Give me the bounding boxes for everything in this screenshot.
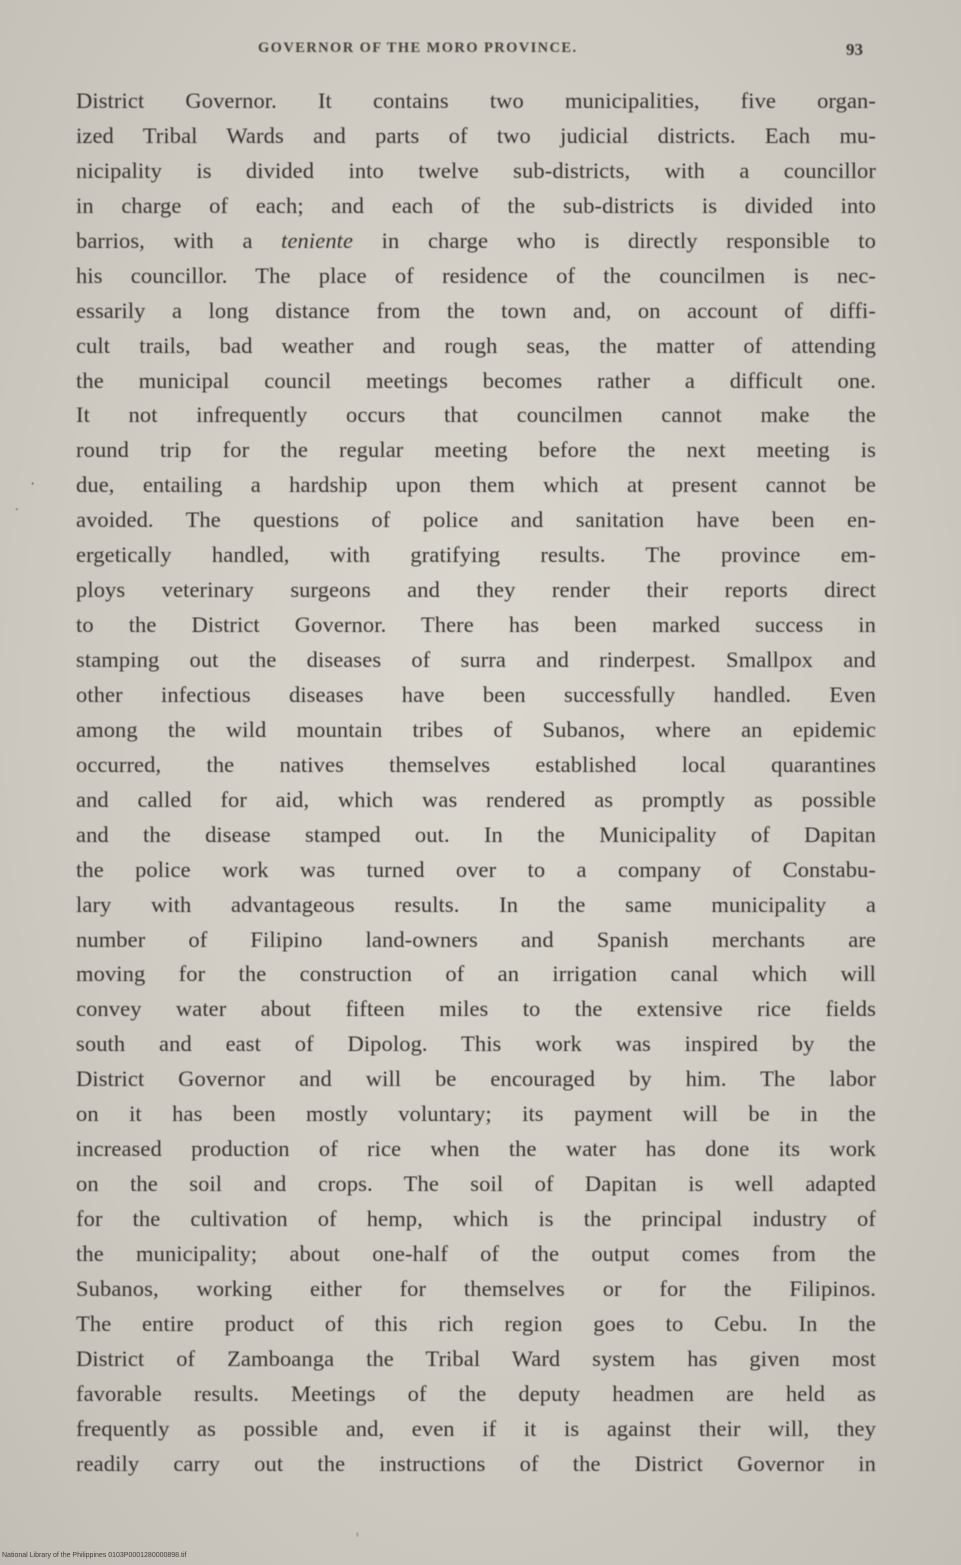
text-line: District of Zamboanga the Tribal Ward system has given most <box>76 1345 876 1371</box>
text-line: moving for the construction of an irrigation canal which will <box>76 961 876 987</box>
text-line: the municipality; about one-half of the output comes from the <box>76 1240 876 1266</box>
text-line: occurred, the natives themselves established local quarantines <box>76 751 876 777</box>
text-line: cult trails, bad weather and rough seas, the matter of attending <box>76 332 876 358</box>
text-line: stamping out the diseases of surra and rinderpest. Smallpox and <box>76 647 876 672</box>
text-line: ergetically handled, with gratifying results. The province em- <box>76 542 876 568</box>
text-line: convey water about fifteen miles to the extensive rice fields <box>76 996 876 1022</box>
text-line: increased production of rice when the water has done its work <box>76 1136 876 1162</box>
text-line: number of Filipino land-owners and Spanish merchants are <box>76 926 876 952</box>
text-line: District Governor and will be encouraged by him. The labor <box>76 1066 876 1092</box>
text-line: essarily a long distance from the town and, on account of diffi- <box>76 297 876 323</box>
text-line: Subanos, working either for themselves or for the Filipinos. <box>76 1275 876 1301</box>
text-line: in charge of each; and each of the sub-districts is divided into <box>76 192 876 218</box>
text-line: favorable results. Meetings of the deputy headmen are held as <box>76 1380 876 1406</box>
text-line: among the wild mountain tribes of Subanos, where an epidemic <box>76 716 876 742</box>
text-line: the municipal council meetings becomes rather a difficult one. <box>76 367 876 393</box>
scan-footer-note: National Library of the Philippines 0103P0001280000898.tif <box>2 1552 187 1559</box>
text-line: his councillor. The place of residence of the councilmen is nec- <box>76 262 876 288</box>
text-line: The entire product of this rich region goes to Cebu. In the <box>76 1310 876 1336</box>
page-number: 93 <box>846 40 863 59</box>
text-line: round trip for the regular meeting before the next meeting is <box>76 437 876 463</box>
text-line: lary with advantageous results. In the same municipality a <box>76 891 876 917</box>
text-line: District Governor. It contains two municipalities, five organ- <box>76 88 876 113</box>
text-line: and the disease stamped out. In the Municipality of Dapitan <box>76 821 876 847</box>
text-line: due, entailing a hardship upon them which at present cannot be <box>76 472 876 498</box>
running-head <box>0 40 961 76</box>
text-line: for the cultivation of hemp, which is the principal industry of <box>76 1206 876 1231</box>
text-line: the police work was turned over to a company of Constabu- <box>76 856 876 882</box>
text-line: ized Tribal Wards and parts of two judicial districts. Each mu- <box>76 122 876 148</box>
text-line: and called for aid, which was rendered as promptly as possible <box>76 786 876 812</box>
text-line: on it has been mostly voluntary; its payment will be in the <box>76 1101 876 1127</box>
text-line: barrios, with a teniente in charge who is directly responsible to <box>76 227 876 253</box>
running-title: GOVERNOR OF THE MORO PROVINCE. <box>258 40 578 56</box>
text-line: other infectious diseases have been successfully handled. Even <box>76 681 876 707</box>
text-line: readily carry out the instructions of the District Governor in <box>76 1450 876 1476</box>
text-line: frequently as possible and, even if it is against their will, they <box>76 1415 876 1441</box>
text-line: to the District Governor. There has been marked success in <box>76 612 876 638</box>
text-line: avoided. The questions of police and sanitation have been en- <box>76 507 876 533</box>
text-line: It not infrequently occurs that councilmen cannot make the <box>76 402 876 428</box>
dust-speck <box>356 1532 359 1537</box>
text-line: nicipality is divided into twelve sub-districts, with a councillor <box>76 157 876 183</box>
body-text <box>76 84 876 1482</box>
margin-speck: · <box>30 476 36 493</box>
text-line: south and east of Dipolog. This work was inspired by the <box>76 1031 876 1057</box>
text-line: on the soil and crops. The soil of Dapitan is well adapted <box>76 1171 876 1197</box>
text-line: ploys veterinary surgeons and they render their reports direct <box>76 577 876 603</box>
italic-term: teniente <box>281 227 354 253</box>
margin-speck: ˙ <box>14 506 20 523</box>
